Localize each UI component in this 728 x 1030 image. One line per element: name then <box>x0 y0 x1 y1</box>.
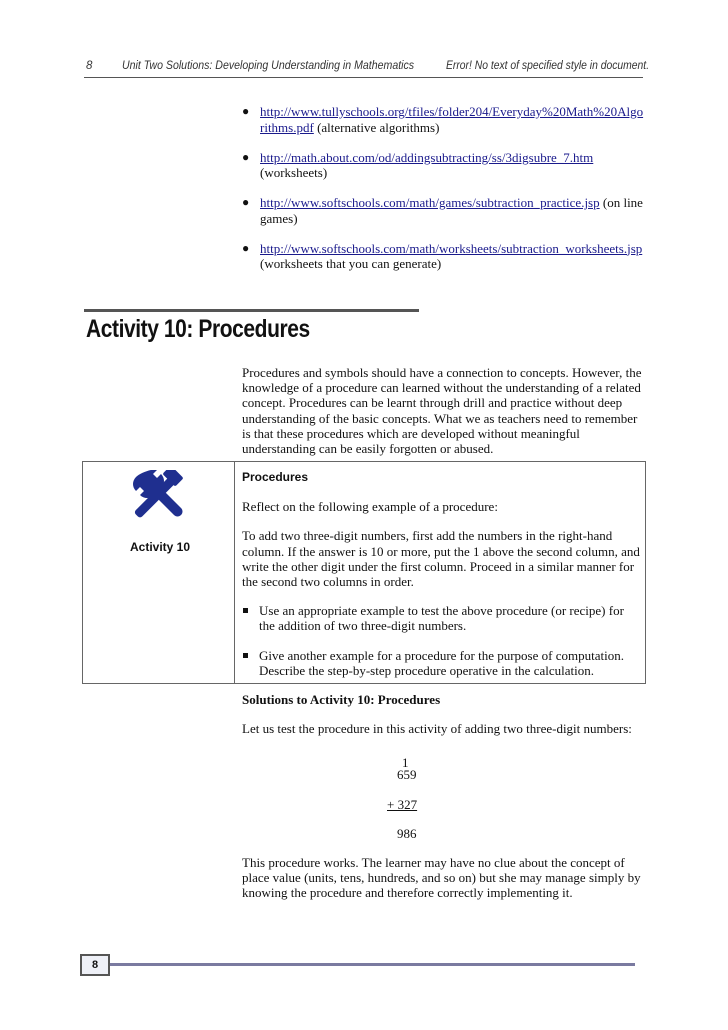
link-math-about-worksheets[interactable]: http://math.about.com/od/addingsubtracting/ss/3digsubre_7.htm <box>260 149 594 165</box>
solutions-section <box>242 692 644 736</box>
link-note: (worksheets) <box>260 165 328 180</box>
carry-digit: 1 <box>402 755 409 770</box>
list-item <box>241 241 646 272</box>
solutions-intro: Let us test the procedure in this activity of adding two three-digit numbers: <box>242 721 632 737</box>
bullet-icon: ● <box>242 240 250 255</box>
activity-heading: Activity 10: Procedures <box>86 315 310 343</box>
solutions-title: Solutions to Activity 10: Procedures <box>242 692 441 707</box>
header-page-number: 8 <box>86 60 93 72</box>
header-style-error: Error! No text of specified style in document. <box>446 60 650 72</box>
link-note: (worksheets that you can generate) <box>260 256 442 271</box>
activity-box-divider <box>234 461 235 684</box>
footer-rule <box>110 963 635 966</box>
task-text: Use an appropriate example to test the above procedure (or recipe) for the addition of two three-digit numbers. <box>259 603 624 634</box>
addend-2: + 327 <box>387 797 418 812</box>
bullet-icon: ● <box>242 149 250 164</box>
tools-icon <box>130 470 184 518</box>
activity-label: Activity 10 <box>130 540 191 554</box>
list-item <box>241 195 646 226</box>
sum: 986 <box>397 826 417 841</box>
square-bullet-icon <box>243 653 248 658</box>
footer-page-number: 8 <box>80 954 110 976</box>
activity-content <box>242 470 642 692</box>
task-text: Give another example for a procedure for the purpose of computation. Describe the step-by-step procedure operative in the calculation. <box>259 647 624 678</box>
addend-1: 659 <box>397 767 417 782</box>
list-item <box>242 648 642 678</box>
resource-link-list <box>241 104 646 286</box>
square-bullet-icon <box>243 608 248 613</box>
list-item <box>242 603 642 633</box>
list-item <box>241 104 646 135</box>
activity-reflect: Reflect on the following example of a procedure: <box>242 499 498 515</box>
header-rule <box>84 77 643 78</box>
activity-rule <box>84 309 419 312</box>
bullet-icon: ● <box>242 104 250 118</box>
activity-intro: Procedures and symbols should have a connection to concepts. However, the knowledge of a procedure can learned without the understanding of a related concept. Procedures can be learnt through drill and practice without deep understanding of the basic concepts. What we as teachers need to remember is that these procedures which are developed without meaningful understanding can be easily forgotten or abused. <box>242 365 642 457</box>
bullet-icon: ● <box>242 195 250 209</box>
link-softschools-games[interactable]: http://www.softschools.com/math/games/subtraction_practice.jsp <box>260 195 600 210</box>
list-item <box>241 150 646 181</box>
link-softschools-worksheets[interactable]: http://www.softschools.com/math/worksheets/subtraction_worksheets.jsp <box>260 240 643 256</box>
link-tully-algorithms[interactable]: http://www.tullyschools.org/tfiles/folder204/Everyday%20Math%20Algorithms.pdf <box>260 104 644 135</box>
solutions-closing: This procedure works. The learner may have no clue about the concept of place value (units, tens, hundreds, and so on) but she may manage simply by knowing the procedure and therefore correctly implementing it. <box>242 855 641 901</box>
link-note: (on line games) <box>260 195 643 226</box>
activity-box-title: Procedures <box>242 470 309 484</box>
activity-procedure: To add two three-digit numbers, first add the numbers in the right-hand column. If the answer is 10 or more, put the 1 above the second column, and write the other digit under the first column. Proceed in a similar manner for the second two columns in order. <box>242 528 640 590</box>
link-note: (alternative algorithms) <box>313 119 440 135</box>
header-unit-title: Unit Two Solutions: Developing Understanding in Mathematics <box>122 60 415 72</box>
